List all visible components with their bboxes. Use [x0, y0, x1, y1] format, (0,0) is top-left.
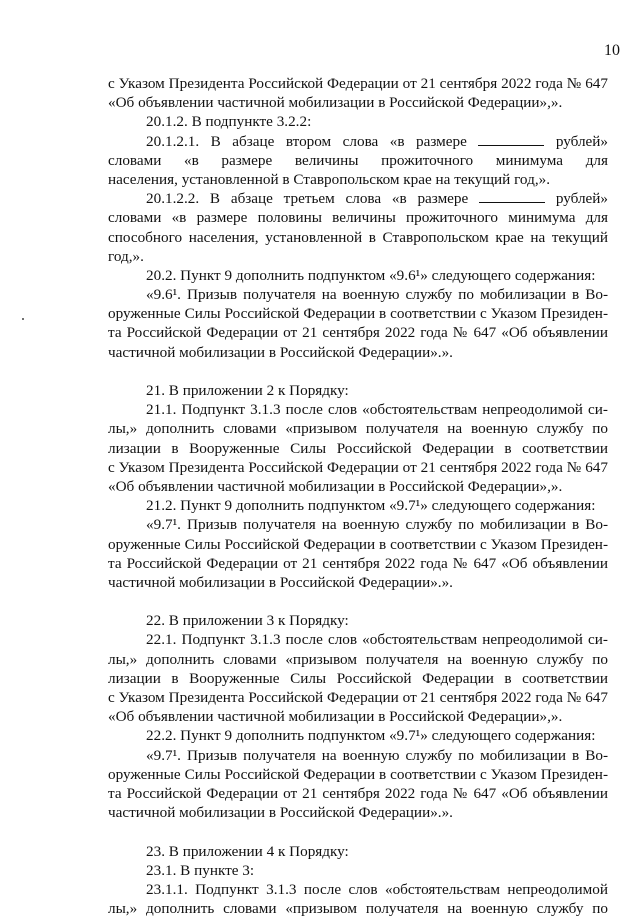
text-line — [108, 266, 608, 285]
line-text: частичной мобилизации в Российской Федерации».». — [108, 344, 453, 361]
text-line — [108, 746, 608, 765]
line-text: с Указом Президента Российской Федерации от 21 сентября 2022 года № 647 — [108, 459, 608, 476]
scan-speck — [22, 318, 24, 320]
line-text: 23.1. В пункте 3: — [146, 862, 254, 879]
line-text: 22. В приложении 3 к Порядку: — [146, 612, 349, 629]
line-text: год,». — [108, 248, 144, 265]
line-text: 20.1.2.1. В абзаце втором слова «в размере — [146, 133, 467, 150]
line-text: лизации в Вооруженные Силы Российской Федерации в соответствии — [108, 440, 608, 457]
line-text: лы,» дополнить словами «призывом получателя на военную службу по — [108, 420, 608, 438]
text-line — [108, 803, 608, 822]
line-text: лы,» дополнить словами «призывом получателя на военную службу по — [108, 651, 608, 669]
text-line — [108, 535, 608, 554]
line-text: с Указом Президента Российской Федерации от 21 сентября 2022 года № 647 — [108, 689, 608, 706]
line-text: 23. В приложении 4 к Порядку: — [146, 843, 349, 860]
line-text: 20.2. Пункт 9 дополнить подпунктом «9.6¹» следующего содержания: — [146, 267, 595, 284]
text-line — [108, 688, 608, 707]
line-text: словами «в размере половины величины прожиточного минимума для — [108, 209, 608, 227]
text-line — [108, 630, 608, 649]
text-line — [108, 93, 608, 112]
line-text: 21.1. Подпункт 3.1.3 после слов «обстоятельствам непреодолимой си- — [146, 401, 608, 418]
para-22 — [108, 611, 608, 822]
text-line — [108, 707, 608, 726]
blank-fill-line — [478, 133, 544, 146]
line-text-after-blank: рублей» — [108, 190, 608, 208]
line-text: с Указом Президента Российской Федерации от 21 сентября 2022 года № 647 — [108, 75, 608, 92]
text-line — [108, 381, 608, 400]
para-23 — [108, 842, 608, 918]
line-text: лизации в Вооруженные Силы Российской Федерации в соответствии — [108, 670, 608, 687]
page-number: 10 — [604, 42, 620, 60]
line-text: 22.2. Пункт 9 дополнить подпунктом «9.7¹» следующего содержания: — [146, 727, 595, 744]
line-text: оруженные Силы Российской Федерации в соответствии с Указом Президен- — [108, 766, 608, 783]
text-line — [108, 151, 608, 170]
text-line — [108, 132, 608, 151]
line-text: 20.1.2.2. В абзаце третьем слова «в размере — [146, 190, 468, 207]
document-body — [108, 74, 608, 918]
text-line — [108, 554, 608, 573]
line-text: 21. В приложении 2 к Порядку: — [146, 382, 349, 399]
line-text: «Об объявлении частичной мобилизации в Российской Федерации»,». — [108, 708, 562, 725]
text-line — [108, 285, 608, 304]
text-line — [108, 208, 608, 227]
line-text: словами «в размере величины прожиточного минимума для — [108, 152, 608, 170]
text-line — [108, 842, 608, 861]
line-text: «9.7¹. Призыв получателя на военную службу по мобилизации в Во- — [146, 516, 608, 533]
line-text: 22.1. Подпункт 3.1.3 после слов «обстоятельствам непреодолимой си- — [146, 631, 608, 648]
text-line — [108, 496, 608, 515]
text-line — [108, 228, 608, 247]
text-line — [108, 112, 608, 131]
text-line — [108, 189, 608, 208]
line-text: оруженные Силы Российской Федерации в соответствии с Указом Президен- — [108, 536, 608, 553]
para-20-1-1-cont — [108, 74, 608, 112]
line-text: та Российской Федерации от 21 сентября 2022 года № 647 «Об объявлении — [108, 785, 608, 802]
line-text: оруженные Силы Российской Федерации в соответствии с Указом Президен- — [108, 305, 608, 322]
para-20-1-2-1 — [108, 132, 608, 190]
text-line — [108, 899, 608, 918]
text-line — [108, 611, 608, 630]
line-text: «9.7¹. Призыв получателя на военную службу по мобилизации в Во- — [146, 747, 608, 764]
text-line — [108, 765, 608, 784]
text-line — [108, 74, 608, 93]
line-text: «9.6¹. Призыв получателя на военную службу по мобилизации в Во- — [146, 286, 608, 303]
para-21 — [108, 381, 608, 592]
line-text: 21.2. Пункт 9 дополнить подпунктом «9.7¹» следующего содержания: — [146, 497, 595, 514]
line-text-after-blank: рублей» — [108, 133, 608, 151]
text-line — [108, 726, 608, 745]
line-text: 20.1.2. В подпункте 3.2.2: — [146, 113, 311, 130]
line-text: «Об объявлении частичной мобилизации в Российской Федерации»,». — [108, 94, 562, 111]
paragraph-spacer — [108, 822, 608, 841]
line-text: населения, установленной в Ставропольском крае на текущий год,». — [108, 171, 550, 188]
line-text: лы,» дополнить словами «призывом получателя на военную службу по — [108, 900, 608, 918]
line-text: частичной мобилизации в Российской Федерации».». — [108, 804, 453, 821]
text-line — [108, 323, 608, 342]
text-line — [108, 784, 608, 803]
text-line — [108, 650, 608, 669]
line-text: «Об объявлении частичной мобилизации в Российской Федерации»,». — [108, 478, 562, 495]
text-line — [108, 247, 608, 266]
para-20-1-2 — [108, 112, 608, 131]
paragraph-spacer — [108, 592, 608, 611]
text-line — [108, 419, 608, 438]
text-line — [108, 439, 608, 458]
para-20-1-2-2 — [108, 189, 608, 266]
para-20-2 — [108, 266, 608, 362]
text-line — [108, 861, 608, 880]
text-line — [108, 458, 608, 477]
line-text: частичной мобилизации в Российской Федерации».». — [108, 574, 453, 591]
text-line — [108, 400, 608, 419]
text-line — [108, 515, 608, 534]
line-text: та Российской Федерации от 21 сентября 2022 года № 647 «Об объявлении — [108, 324, 608, 341]
text-line — [108, 573, 608, 592]
blank-fill-line — [479, 190, 545, 203]
text-line — [108, 880, 608, 899]
paragraph-spacer — [108, 362, 608, 381]
text-line — [108, 304, 608, 323]
text-line — [108, 477, 608, 496]
line-text: 23.1.1. Подпункт 3.1.3 после слов «обстоятельствам непреодолимой — [108, 881, 608, 899]
line-text: та Российской Федерации от 21 сентября 2022 года № 647 «Об объявлении — [108, 555, 608, 572]
text-line — [108, 170, 608, 189]
line-text: способного населения, установленной в Ставропольском крае на текущий — [108, 229, 608, 246]
text-line — [108, 343, 608, 362]
text-line — [108, 669, 608, 688]
